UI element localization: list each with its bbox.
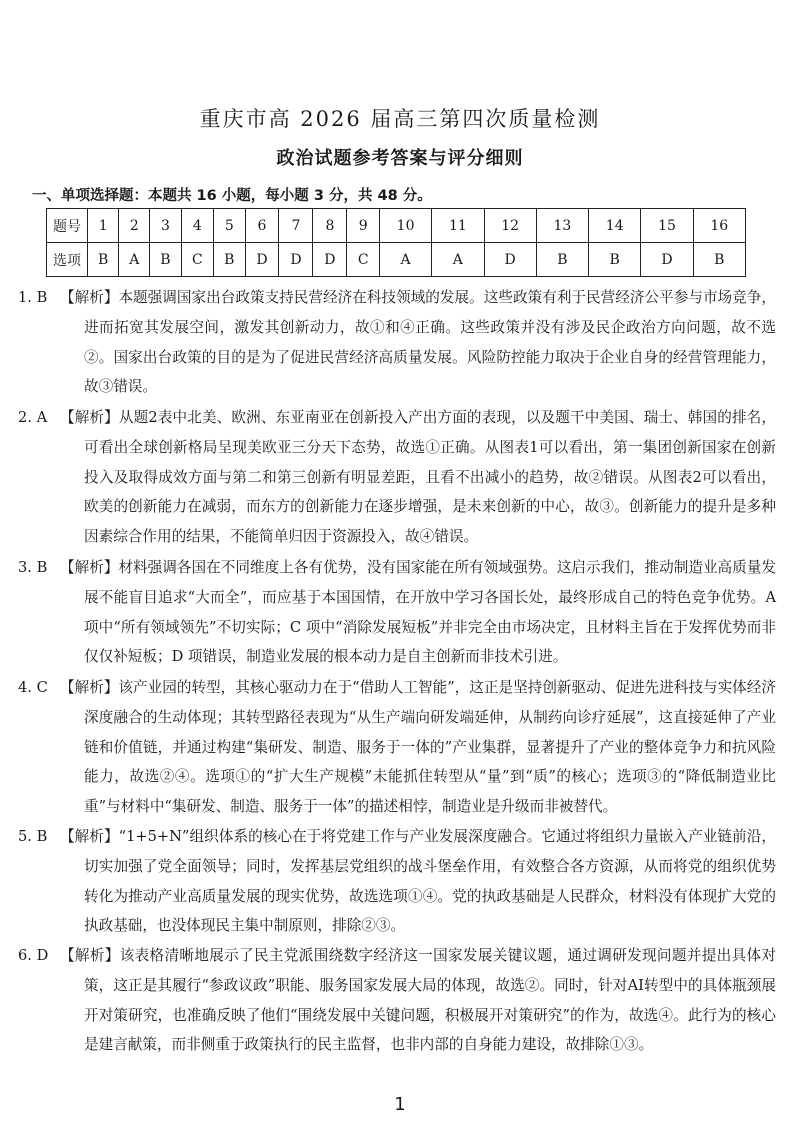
answer-explanation-text: 【解析】该产业园的转型，其核心驱动力在于“借助人工智能”，这正是坚持创新驱动、促进先进科技与实体经济深度融合的生动体现；其转型路径表现为“从生产端向研发端延伸，从制药向诊疗延展”，这直接延伸了产业链和价值链，并通过构建“集研发、制造、服务于一体的”产业集群，显著提升了产业的整体竞争力和抗风险能力，故选②④。选项①的“扩大生产规模”未能抓住转型从“量”到“质”的核心；选项③的“降低制造业比重”与材料中“集研发、制造、服务于一体”的描述相悖，制造业是升级而非被替代。 (60, 679, 776, 816)
answer-number: 6. D (18, 947, 49, 964)
answer-option-cell: D (313, 243, 347, 277)
answer-option-cell: D (641, 243, 693, 277)
question-number-cell: 14 (589, 209, 641, 243)
question-number-cell: 11 (432, 209, 484, 243)
question-number-cell: 12 (484, 209, 536, 243)
question-number-cell: 4 (181, 209, 214, 243)
answer-option-cell: A (379, 243, 431, 277)
question-number-cell: 3 (150, 209, 181, 243)
question-number-cell: 10 (379, 209, 431, 243)
page-number: 1 (394, 1094, 406, 1115)
question-number-cell: 13 (536, 209, 588, 243)
answer-option-cell: B (214, 243, 245, 277)
answer-option-cell: A (432, 243, 484, 277)
document-subtitle: 政治试题参考答案与评分细则 (276, 148, 524, 169)
answer-number: 3. B (18, 559, 48, 576)
row-label-number: 题号 (47, 209, 88, 243)
document-title: 重庆市高 2026 届高三第四次质量检测 (199, 107, 601, 131)
answer-explanation-text: 【解析】该表格清晰地展示了民主党派围绕数字经济这一国家发展关键议题，通过调研发现问题并提出具体对策，这正是其履行“参政议政”职能、服务国家发展大局的体现，故选②。同时，针对AI转型中的具体瓶颈展开对策研究，也准确反映了他们“围绕发展中关键问题，积极展开对策研究”的作为，故选④。此行为的核心是建言献策，而非侧重于政策执行的民主监督，也非内部的自身能力建设，故排除①③。 (60, 947, 776, 1054)
answer-number: 5. B (18, 828, 48, 845)
answer-explanation-text: 【解析】本题强调国家出台政策支持民营经济在科技领域的发展。这些政策有利于民营经济公平参与市场竞争，进而拓宽其发展空间，激发其创新动力，故①和④正确。这些政策并没有涉及民企政治方向问题，故不选②。国家出台政策的目的是为了促进民营经济高质量发展。风险防控能力取决于企业自身的经营管理能力，故③错误。 (60, 289, 776, 396)
question-number-cell: 5 (214, 209, 245, 243)
answer-option-cell: D (484, 243, 536, 277)
answer-option-cell: B (536, 243, 588, 277)
question-number-cell: 6 (245, 209, 279, 243)
question-number-cell: 7 (279, 209, 313, 243)
answer-option-row (47, 243, 746, 277)
answer-option-cell: B (88, 243, 119, 277)
answer-option-cell: C (347, 243, 380, 277)
answer-key-table (46, 208, 746, 277)
answer-explanation-text: 【解析】从题2表中北美、欧洲、东亚南亚在创新投入产出方面的表现，以及题干中美国、瑞士、韩国的排名，可看出全球创新格局呈现美欧亚三分天下态势，故选①正确。从图表1可以看出，第一集团创新国家在创新投入及取得成效方面与第二和第三创新有明显差距，且看不出减小的趋势，故②错误。从图表2可以看出，欧美的创新能力在减弱，而东方的创新能力在逐步增强，是未来创新的中心，故③。创新能力的提升是多种因素综合作用的结果，不能简单归因于资源投入，故④错误。 (60, 409, 776, 546)
answer-option-cell: B (589, 243, 641, 277)
answer-option-cell: C (181, 243, 214, 277)
answer-option-cell: D (245, 243, 279, 277)
question-number-cell: 1 (88, 209, 119, 243)
question-number-cell: 2 (119, 209, 150, 243)
section-heading: 一、单项选择题：本题共 16 小题，每小题 3 分，共 48 分。 (32, 188, 432, 204)
question-number-row (47, 209, 746, 243)
answer-explanation-text: 【解析】材料强调各国在不同维度上各有优势，没有国家能在所有领域强势。这启示我们，推动制造业高质量发展不能盲目追求“大而全”，而应基于本国国情，在开放中学习各国长处，最终形成自己的特色竞争优势。A 项中“所有领域领先”不切实际；C 项中“消除发展短板”并非完全由市场决定，且材料主旨在于发挥优势而非仅仅补短板；D 项错误，制造业发展的根本动力是自主创新而非技术引进。 (60, 559, 776, 666)
answer-option-cell: B (693, 243, 745, 277)
question-number-cell: 8 (313, 209, 347, 243)
question-number-cell: 15 (641, 209, 693, 243)
answer-number: 4. C (18, 679, 48, 696)
answer-number: 1. B (18, 289, 48, 306)
answer-option-cell: D (279, 243, 313, 277)
question-number-cell: 9 (347, 209, 380, 243)
answer-number: 2. A (18, 409, 48, 426)
answer-option-cell: A (119, 243, 150, 277)
answer-option-cell: B (150, 243, 181, 277)
answer-explanation-text: 【解析】“1+5+N”组织体系的核心在于将党建工作与产业发展深度融合。它通过将组织力量嵌入产业链前沿，切实加强了党全面领导；同时，发挥基层党组织的战斗堡垒作用，有效整合各方资源，从而将党的组织优势转化为推动产业高质量发展的现实优势，故选选项①④。党的执政基础是人民群众，材料没有体现扩大党的执政基础，也没体现民主集中制原则，排除②③。 (60, 828, 776, 935)
row-label-option: 选项 (47, 243, 88, 277)
question-number-cell: 16 (693, 209, 745, 243)
